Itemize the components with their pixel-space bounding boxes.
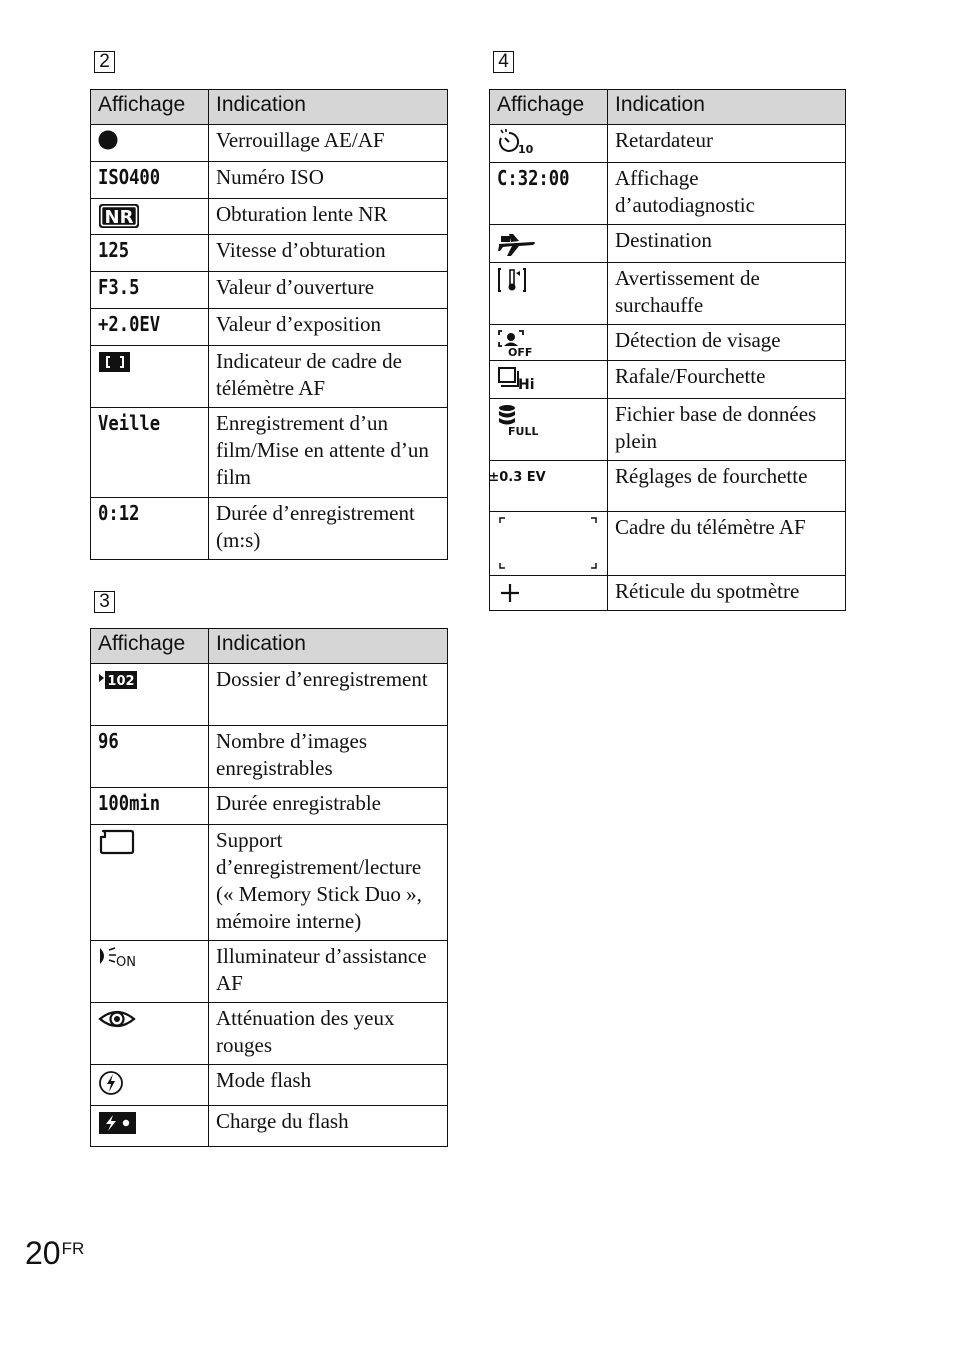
table-row (490, 399, 846, 461)
table-row (91, 272, 448, 309)
face-detection-state: OFF (508, 346, 533, 359)
database-status: FULL (508, 425, 539, 438)
table-row (490, 461, 846, 512)
table-row (490, 163, 846, 225)
nr-icon (98, 203, 140, 229)
folder-number: 102 (107, 674, 135, 689)
section-number: 2 (94, 51, 115, 73)
indication-text: Charge du flash (209, 1106, 448, 1147)
indication-text: Support d’enregistrement/lecture (« Memory Stick Duo », mémoire interne) (209, 825, 448, 941)
table-row (91, 125, 448, 162)
indication-text: Nombre d’images enregistrables (209, 726, 448, 788)
destination-plane-icon (497, 229, 537, 257)
burst-hi-icon (497, 365, 539, 391)
table-row (91, 788, 448, 825)
svg-text:NR: NR (104, 207, 134, 228)
indication-text: Réticule du spotmètre (608, 576, 846, 611)
table-row (91, 309, 448, 346)
indication-text: Affichage d’autodiagnostic (608, 163, 846, 225)
af-illuminator-on-icon (98, 945, 142, 969)
display-symbol: 0:12 (98, 501, 140, 525)
dot-icon (98, 129, 120, 151)
indication-text: Dossier d’enregistrement (209, 664, 448, 726)
folder-102-icon (98, 668, 138, 692)
self-timer-icon (497, 129, 537, 155)
display-symbol: Veille (98, 411, 161, 435)
af-range-frame-icon (490, 512, 606, 574)
display-symbol: 125 (98, 238, 130, 262)
indication-text: Valeur d’exposition (209, 309, 448, 346)
bracket-step: ±0.3 EV (488, 470, 546, 485)
indication-text: Atténuation des yeux rouges (209, 1003, 448, 1065)
table-row (490, 263, 846, 325)
table-row (91, 1106, 448, 1147)
flash-charge-icon (98, 1110, 138, 1136)
indication-text: Réglages de fourchette (608, 461, 846, 512)
section-number: 3 (94, 591, 115, 613)
display-symbol: ISO400 (98, 165, 161, 189)
indication-text: Avertissement de surchauffe (608, 263, 846, 325)
indication-text: Rafale/Fourchette (608, 361, 846, 399)
table-row (91, 162, 448, 199)
indication-text: Verrouillage AE/AF (209, 125, 448, 162)
burst-speed: Hi (518, 377, 535, 393)
table-row (490, 361, 846, 399)
indication-text: Mode flash (209, 1065, 448, 1106)
table-header (91, 629, 448, 664)
table-header (490, 90, 846, 125)
indication-text: Obturation lente NR (209, 199, 448, 235)
header-display: Affichage (490, 90, 608, 125)
indication-text: Cadre du télémètre AF (608, 512, 846, 576)
table-header (91, 90, 448, 125)
table-row (490, 225, 846, 263)
table-row (91, 408, 448, 498)
spot-crosshair-icon (497, 580, 523, 606)
face-detection-off-icon (497, 329, 537, 357)
table-row (490, 576, 846, 611)
table-row (91, 1065, 448, 1106)
header-display: Affichage (91, 90, 209, 125)
page-language: FR (61, 1239, 85, 1258)
table-row (91, 825, 448, 941)
section-number: 4 (493, 51, 514, 73)
header-indication: Indication (608, 90, 846, 125)
database-full-icon (497, 403, 541, 437)
table-row (91, 235, 448, 272)
table-row (91, 498, 448, 560)
display-symbol: 100min (98, 791, 161, 815)
header-indication: Indication (209, 90, 448, 125)
bracket-ev-icon (488, 465, 546, 497)
indication-text: Destination (608, 225, 846, 263)
timer-seconds: 10 (518, 143, 534, 156)
header-display: Affichage (91, 629, 209, 664)
table-row (91, 664, 448, 726)
indication-text: Détection de visage (608, 325, 846, 361)
indication-text: Durée enregistrable (209, 788, 448, 825)
flash-mode-icon (98, 1069, 126, 1097)
illuminator-state: ON (116, 955, 136, 970)
indication-text: Valeur d’ouverture (209, 272, 448, 309)
indication-text: Fichier base de données plein (608, 399, 846, 461)
header-indication: Indication (209, 629, 448, 664)
indication-text: Retardateur (608, 125, 846, 163)
table-row (91, 941, 448, 1003)
display-table-2 (90, 89, 448, 560)
memory-media-icon (98, 829, 136, 855)
indication-text: Numéro ISO (209, 162, 448, 199)
red-eye-icon (98, 1007, 136, 1031)
table-row (91, 346, 448, 408)
indication-text: Enregistrement d’un film/Mise en attente d’un film (209, 408, 448, 498)
display-symbol: 96 (98, 729, 119, 753)
table-row (490, 325, 846, 361)
indication-text: Indicateur de cadre de télémètre AF (209, 346, 448, 408)
table-row (91, 726, 448, 788)
page-number (25, 1233, 84, 1273)
display-table-4 (489, 89, 846, 611)
indication-text: Vitesse d’obturation (209, 235, 448, 272)
table-row (490, 125, 846, 163)
display-symbol: C:32:00 (497, 166, 570, 190)
page-number-value: 20 (25, 1235, 61, 1271)
display-symbol: +2.0EV (98, 312, 161, 336)
overheat-warning-icon (497, 267, 529, 293)
indication-text: Durée d’enregistrement (m:s) (209, 498, 448, 560)
table-row (91, 199, 448, 235)
table-row (91, 1003, 448, 1065)
display-table-3 (90, 628, 448, 1147)
indication-text: Illuminateur d’assistance AF (209, 941, 448, 1003)
table-row (490, 512, 846, 576)
af-frame-indicator-icon (98, 350, 132, 374)
display-symbol: F3.5 (98, 275, 140, 299)
